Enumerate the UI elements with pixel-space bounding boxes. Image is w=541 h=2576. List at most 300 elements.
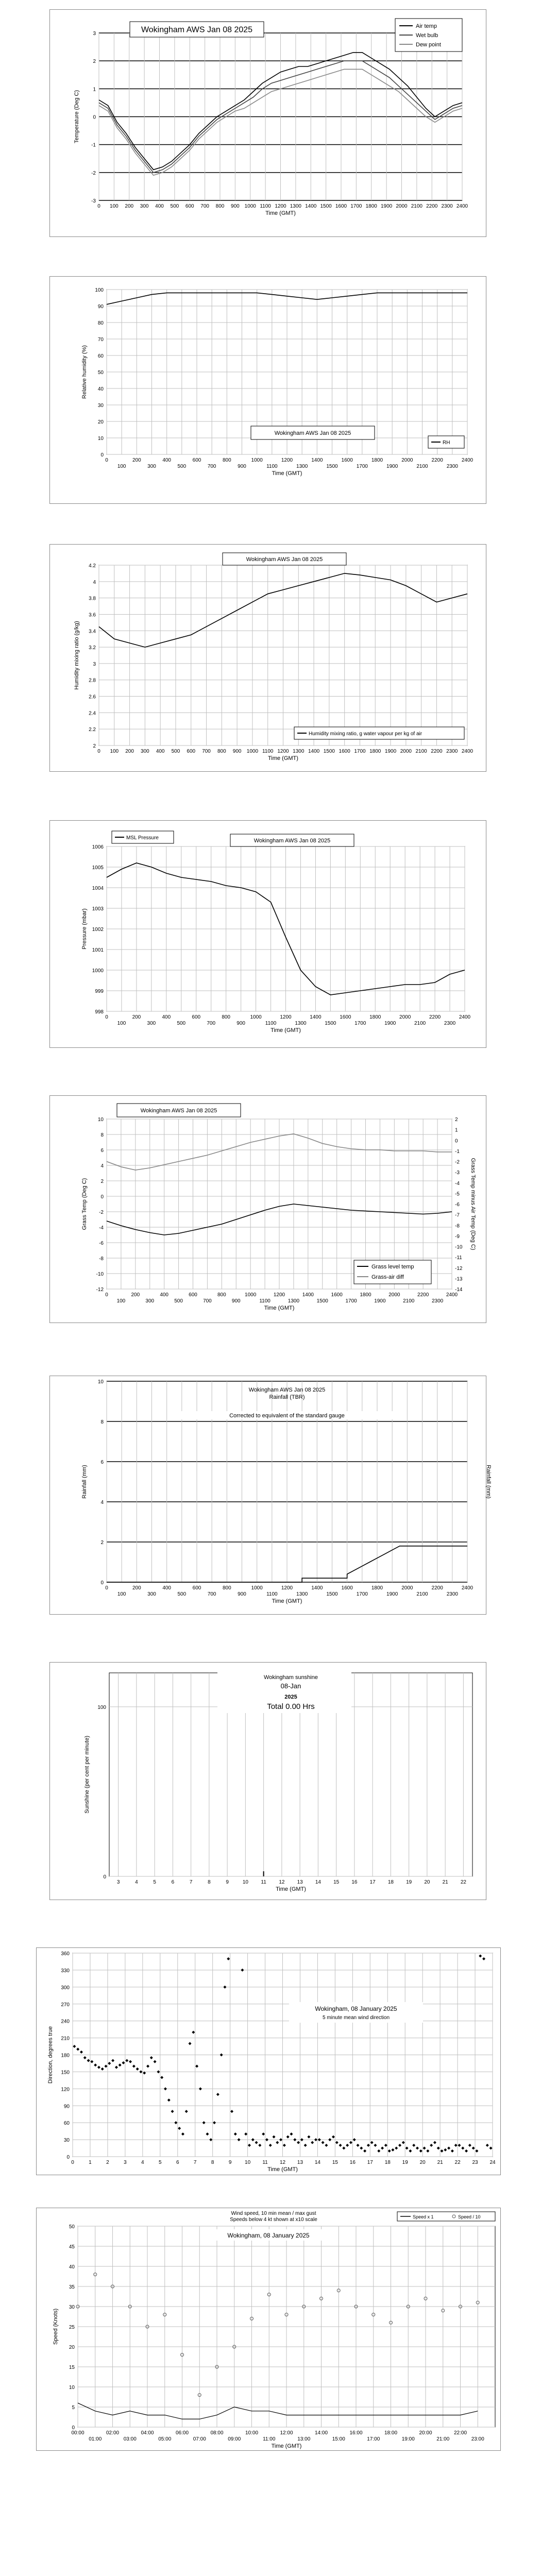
y-tick-label: 50 — [69, 2224, 75, 2230]
y-tick-label: 150 — [61, 2070, 70, 2076]
x-tick-label: 800 — [222, 1014, 231, 1020]
y-tick-label: 5 — [72, 2405, 75, 2411]
y-tick-label: 10 — [97, 1379, 104, 1385]
x-tick-label: 1000 — [251, 457, 263, 463]
x-tick-label: 2200 — [426, 204, 438, 209]
x-tick-label: 1800 — [371, 1585, 383, 1591]
x-tick-label: 18 — [384, 2160, 391, 2165]
chart-title: Wokingham AWS Jan 08 2025 — [274, 430, 351, 436]
x-tick-label: 18 — [387, 1879, 394, 1885]
y-tick-label: -3 — [91, 198, 96, 204]
y-tick-label: 3.6 — [89, 612, 96, 618]
y-tick-label: 1 — [93, 87, 96, 93]
y-tick-label: 2 — [100, 1179, 104, 1184]
x-axis-label: Time (GMT) — [276, 1886, 306, 1892]
x-tick-label: 100 — [117, 1021, 126, 1026]
x-tick-label: 800 — [215, 204, 225, 209]
x-tick-label: 22 — [460, 1879, 466, 1885]
x-tick-label: 1900 — [384, 749, 397, 754]
x-tick-label: 7 — [193, 2160, 197, 2165]
x-tick-label: 21 — [437, 2160, 443, 2165]
x-tick-label: 06:00 — [175, 2430, 189, 2436]
x-tick-label: 11 — [262, 2160, 268, 2165]
x-tick-label: 1200 — [280, 1014, 292, 1020]
y-tick-label: 1005 — [92, 865, 104, 871]
x-tick-label: 1300 — [288, 1298, 300, 1304]
legend-label: Speed x 1 — [413, 2214, 434, 2219]
x-tick-label: 18:00 — [384, 2430, 398, 2436]
y2-tick-label: 0 — [455, 1138, 458, 1144]
x-tick-label: 900 — [232, 749, 242, 754]
x-tick-label: 2100 — [414, 1021, 426, 1026]
y-tick-label: 30 — [69, 2304, 75, 2310]
x-tick-label: 20 — [424, 1879, 430, 1885]
x-tick-label: 19:00 — [401, 2436, 415, 2442]
y-tick-label: 2.4 — [89, 710, 96, 717]
y-tick-label: 3.8 — [89, 596, 96, 602]
y-tick-label: 2 — [93, 59, 96, 65]
x-tick-label: 02:00 — [106, 2430, 120, 2436]
x-tick-label: 13 — [297, 2160, 303, 2165]
pressure-chart — [49, 820, 486, 1048]
x-tick-label: 300 — [141, 749, 149, 754]
x-axis-label: Time (GMT) — [272, 470, 302, 477]
y2-tick-label: 2 — [455, 1117, 458, 1123]
x-tick-label: 1800 — [369, 749, 381, 754]
x-tick-label: 2000 — [401, 1585, 413, 1591]
x-tick-label: 200 — [125, 204, 134, 209]
y-tick-label: 20 — [97, 419, 104, 425]
x-tick-label: 900 — [236, 1021, 245, 1026]
y2-axis-label: Grass Temp minus Air Temp (Deg C) — [470, 1158, 476, 1250]
x-tick-label: 08:00 — [210, 2430, 224, 2436]
y-tick-label: 1002 — [92, 927, 104, 933]
x-tick-label: 24 — [489, 2160, 496, 2165]
x-tick-label: 1200 — [277, 749, 289, 754]
x-tick-label: 10:00 — [245, 2430, 259, 2436]
x-tick-label: 07:00 — [193, 2436, 206, 2442]
x-tick-label: 4 — [135, 1879, 138, 1885]
y-tick-label: 80 — [97, 320, 104, 326]
x-tick-label: 400 — [160, 1292, 169, 1298]
legend-label: Air temp — [416, 23, 437, 29]
x-tick-label: 3 — [116, 1879, 120, 1885]
y-tick-label: 0 — [100, 1580, 104, 1586]
x-tick-label: 1600 — [339, 749, 350, 754]
x-tick-label: 1000 — [244, 204, 256, 209]
x-tick-label: 0 — [71, 2160, 74, 2165]
x-tick-label: 2400 — [446, 1292, 458, 1298]
y-tick-label: 40 — [69, 2264, 75, 2270]
x-tick-label: 7 — [189, 1879, 193, 1885]
x-tick-label: 200 — [125, 749, 134, 754]
y2-tick-label: 1 — [455, 1127, 458, 1133]
y2-tick-label: -4 — [455, 1180, 460, 1187]
x-tick-label: 1000 — [246, 749, 259, 754]
temperature-chart-svg — [50, 10, 486, 236]
y-tick-label: 120 — [61, 2087, 70, 2093]
x-tick-label: 1200 — [273, 1292, 285, 1298]
y2-tick-label: -14 — [455, 1287, 463, 1293]
x-tick-label: 16 — [349, 2160, 356, 2165]
x-tick-label: 900 — [231, 204, 240, 209]
x-tick-label: 500 — [171, 749, 180, 754]
x-tick-label: 17 — [369, 1879, 376, 1885]
x-tick-label: 23:00 — [471, 2436, 484, 2442]
x-tick-label: 2000 — [396, 204, 408, 209]
x-tick-label: 300 — [147, 1021, 156, 1026]
x-tick-label: 2 — [106, 2160, 109, 2165]
y-tick-label: -4 — [99, 1225, 104, 1231]
chart-title: Wokingham sunshine — [264, 1674, 318, 1681]
y-tick-label: 0 — [100, 1194, 104, 1200]
x-tick-label: 800 — [217, 1292, 226, 1298]
y-axis-label: Sunshine (per cent per minute) — [84, 1735, 90, 1814]
x-tick-label: 700 — [207, 464, 216, 469]
x-tick-label: 1000 — [245, 1292, 257, 1298]
y-tick-label: 8 — [100, 1132, 104, 1138]
x-tick-label: 2400 — [461, 457, 474, 463]
y-tick-label: 90 — [97, 304, 104, 310]
x-tick-label: 2300 — [446, 1591, 458, 1597]
y-tick-label: 8 — [100, 1419, 104, 1425]
x-tick-label: 15:00 — [332, 2436, 345, 2442]
x-tick-label: 6 — [176, 2160, 179, 2165]
x-tick-label: 13 — [297, 1879, 303, 1885]
y-tick-label: 2.8 — [89, 677, 96, 684]
x-tick-label: 9 — [226, 1879, 229, 1885]
x-tick-label: 2100 — [416, 1591, 428, 1597]
y2-tick-label: -10 — [455, 1244, 463, 1250]
x-tick-label: 1600 — [331, 1292, 343, 1298]
x-tick-label: 900 — [238, 464, 246, 469]
x-tick-label: 700 — [207, 1021, 216, 1026]
y-tick-label: 40 — [97, 386, 104, 392]
y-tick-label: 2.2 — [89, 727, 96, 733]
x-tick-label: 400 — [162, 457, 172, 463]
y-tick-label: 35 — [69, 2284, 75, 2290]
y-tick-label: -2 — [99, 1210, 104, 1215]
x-axis-label: Time (GMT) — [267, 2166, 298, 2173]
x-tick-label: 19 — [406, 1879, 412, 1885]
x-tick-label: 1500 — [325, 1021, 336, 1026]
x-tick-label: 2100 — [411, 204, 422, 209]
x-tick-label: 6 — [171, 1879, 175, 1885]
x-tick-label: 600 — [192, 1585, 201, 1591]
x-tick-label: 5 — [153, 1879, 156, 1885]
x-tick-label: 400 — [162, 1585, 172, 1591]
x-tick-label: 1800 — [360, 1292, 371, 1298]
x-tick-label: 200 — [132, 1585, 141, 1591]
x-tick-label: 2000 — [400, 749, 412, 754]
x-tick-label: 300 — [145, 1298, 155, 1304]
x-tick-label: 1400 — [311, 457, 323, 463]
y2-tick-label: -11 — [455, 1255, 462, 1261]
y-tick-label: 100 — [95, 287, 104, 293]
x-tick-label: 1000 — [251, 1585, 263, 1591]
x-tick-label: 800 — [217, 749, 226, 754]
y-axis-label: Speed (Knots) — [53, 2308, 59, 2345]
chart-total: Total 0.00 Hrs — [267, 1702, 315, 1711]
y-tick-label: 25 — [69, 2325, 75, 2330]
x-axis-label: Time (GMT) — [270, 1027, 301, 1033]
x-tick-label: 1000 — [250, 1014, 262, 1020]
y-tick-label: 2 — [93, 743, 96, 749]
x-tick-label: 2400 — [461, 749, 474, 754]
y-tick-label: 30 — [97, 403, 104, 409]
chart-subtitle: 08-Jan — [280, 1682, 301, 1690]
x-tick-label: 1400 — [302, 1292, 314, 1298]
x-tick-label: 1500 — [326, 464, 338, 469]
pressure-chart-svg — [50, 821, 486, 1047]
x-tick-label: 1500 — [326, 1591, 338, 1597]
x-tick-label: 2100 — [416, 464, 428, 469]
x-tick-label: 100 — [117, 464, 126, 469]
y-tick-label: 270 — [61, 2002, 70, 2008]
x-tick-label: 1100 — [265, 1021, 277, 1026]
x-tick-label: 2200 — [431, 1585, 443, 1591]
x-tick-label: 500 — [174, 1298, 183, 1304]
chart-subtitle: Wind speed, 10 min mean / max gust — [231, 2211, 316, 2216]
x-tick-label: 1800 — [369, 1014, 381, 1020]
mixing-ratio-chart-svg — [50, 545, 486, 771]
x-tick-label: 2400 — [461, 1585, 474, 1591]
sunshine-chart — [49, 1662, 486, 1900]
x-tick-label: 1300 — [290, 204, 301, 209]
x-tick-label: 04:00 — [141, 2430, 154, 2436]
y-axis-label: Temperature (Deg C) — [74, 90, 80, 144]
x-tick-label: 900 — [231, 1298, 241, 1304]
legend-label: Grass-air diff — [371, 1274, 404, 1280]
y-tick-label: -6 — [99, 1241, 104, 1246]
y-tick-label: -10 — [96, 1272, 104, 1277]
x-tick-label: 4 — [141, 2160, 144, 2165]
bar — [263, 1871, 264, 1876]
y-tick-label: 2 — [100, 1540, 104, 1546]
legend-label: MSL Pressure — [126, 835, 159, 841]
x-tick-label: 500 — [177, 464, 187, 469]
y-tick-label: 20 — [69, 2345, 75, 2350]
x-tick-label: 8 — [208, 1879, 211, 1885]
x-axis-label: Time (GMT) — [264, 1305, 295, 1311]
x-tick-label: 700 — [207, 1591, 216, 1597]
x-tick-label: 16 — [351, 1879, 358, 1885]
x-tick-label: 300 — [147, 464, 156, 469]
x-tick-label: 1900 — [386, 464, 398, 469]
x-tick-label: 1100 — [260, 204, 271, 209]
y-tick-label: 15 — [69, 2365, 75, 2370]
x-tick-label: 900 — [238, 1591, 246, 1597]
x-tick-label: 700 — [203, 1298, 212, 1304]
y-tick-label: 0 — [66, 2155, 70, 2160]
x-tick-label: 2300 — [446, 464, 458, 469]
humidity-chart-svg — [50, 277, 486, 503]
x-tick-label: 09:00 — [228, 2436, 241, 2442]
y2-tick-label: -6 — [455, 1202, 460, 1208]
y-tick-label: 4 — [100, 1500, 104, 1505]
y-tick-label: 1006 — [92, 844, 104, 850]
x-tick-label: 600 — [185, 204, 194, 209]
x-tick-label: 19 — [402, 2160, 408, 2165]
chart-title: Wokingham AWS Jan 08 2025 — [248, 1387, 326, 1393]
x-tick-label: 22 — [454, 2160, 461, 2165]
x-tick-label: 9 — [228, 2160, 232, 2165]
wind-speed-chart-svg — [37, 2208, 500, 2450]
x-tick-label: 1400 — [311, 1585, 323, 1591]
x-tick-label: 00:00 — [71, 2430, 84, 2436]
x-tick-label: 1700 — [356, 1591, 368, 1597]
x-tick-label: 1400 — [305, 204, 317, 209]
y-tick-label: 3 — [93, 31, 96, 37]
legend-label: Dew point — [416, 42, 441, 48]
legend-label: RH — [443, 440, 450, 446]
y-tick-label: 30 — [63, 2138, 70, 2144]
x-tick-label: 1100 — [262, 749, 274, 754]
x-tick-label: 2300 — [431, 1298, 444, 1304]
x-tick-label: 1600 — [335, 204, 347, 209]
x-tick-label: 1200 — [281, 1585, 293, 1591]
y-tick-label: 1003 — [92, 906, 104, 912]
y-tick-label: 1004 — [92, 886, 104, 891]
chart-title: Wokingham AWS Jan 08 2025 — [253, 837, 331, 844]
chart-annotation: Corrected to equivalent of the standard gauge — [229, 1413, 345, 1419]
y-tick-label: 999 — [95, 989, 104, 994]
x-tick-label: 12 — [279, 2160, 286, 2165]
x-axis-label: Time (GMT) — [272, 1598, 302, 1604]
x-tick-label: 20:00 — [419, 2430, 432, 2436]
x-axis-label: Time (GMT) — [268, 755, 298, 761]
x-tick-label: 2300 — [446, 749, 458, 754]
x-tick-label: 1700 — [345, 1298, 357, 1304]
x-tick-label: 1300 — [295, 1021, 307, 1026]
x-tick-label: 1900 — [384, 1021, 396, 1026]
y2-tick-label: -5 — [455, 1191, 460, 1197]
x-tick-label: 1200 — [275, 204, 286, 209]
y-tick-label: 60 — [63, 2121, 70, 2127]
x-tick-label: 2400 — [459, 1014, 471, 1020]
x-tick-label: 0 — [105, 1292, 108, 1298]
y-tick-label: -8 — [99, 1256, 104, 1262]
y2-tick-label: -3 — [455, 1170, 460, 1176]
y-tick-label: 3 — [93, 661, 96, 667]
x-tick-label: 800 — [222, 1585, 231, 1591]
x-tick-label: 2000 — [388, 1292, 400, 1298]
x-tick-label: 23 — [472, 2160, 478, 2165]
x-tick-label: 1600 — [341, 1585, 353, 1591]
y-tick-label: 10 — [97, 1117, 104, 1123]
humidity-chart — [49, 276, 486, 504]
chart-title: Wokingham, 08 January 2025 — [227, 2232, 310, 2239]
y-tick-label: 1001 — [92, 947, 104, 953]
x-tick-label: 100 — [110, 749, 119, 754]
x-tick-label: 20 — [419, 2160, 426, 2165]
x-tick-label: 10 — [245, 2160, 251, 2165]
y-tick-label: 90 — [63, 2104, 70, 2110]
rainfall-chart-svg — [50, 1376, 492, 1614]
x-tick-label: 600 — [187, 749, 196, 754]
x-tick-label: 200 — [131, 1292, 140, 1298]
x-tick-label: 2200 — [431, 457, 443, 463]
x-tick-label: 1600 — [341, 457, 353, 463]
y-tick-label: 0 — [100, 452, 104, 458]
x-tick-label: 8 — [211, 2160, 214, 2165]
x-tick-label: 1300 — [293, 749, 305, 754]
y-tick-label: 70 — [97, 337, 104, 343]
x-tick-label: 1600 — [340, 1014, 351, 1020]
y-tick-label: 0 — [93, 114, 96, 121]
y-tick-label: 6 — [100, 1460, 104, 1465]
x-tick-label: 700 — [202, 749, 211, 754]
y2-tick-label: -9 — [455, 1233, 460, 1240]
x-tick-label: 0 — [105, 1585, 108, 1591]
mixing-ratio-chart — [49, 544, 486, 772]
x-tick-label: 400 — [162, 1014, 171, 1020]
x-tick-label: 300 — [140, 204, 149, 209]
rainfall-chart — [49, 1376, 492, 1615]
x-tick-label: 1 — [89, 2160, 92, 2165]
x-tick-label: 700 — [200, 204, 209, 209]
x-tick-label: 15 — [333, 1879, 340, 1885]
x-tick-label: 600 — [192, 1014, 201, 1020]
y-axis-label: Direction, degrees true — [47, 2026, 54, 2084]
y2-axis-label: Rainfall (mm) — [485, 1465, 492, 1499]
x-tick-label: 21:00 — [436, 2436, 450, 2442]
y-axis-label: Relative humidity (%) — [81, 345, 88, 399]
legend-label: Grass level temp — [371, 1264, 414, 1270]
x-tick-label: 14:00 — [314, 2430, 328, 2436]
y2-tick-label: -8 — [455, 1223, 460, 1229]
x-tick-label: 100 — [116, 1298, 126, 1304]
x-tick-label: 100 — [117, 1591, 126, 1597]
x-tick-label: 1900 — [386, 1591, 398, 1597]
x-axis-label: Time (GMT) — [265, 210, 296, 216]
x-tick-label: 1900 — [381, 204, 393, 209]
x-tick-label: 600 — [192, 457, 201, 463]
y2-tick-label: -13 — [455, 1276, 463, 1282]
x-tick-label: 300 — [147, 1591, 156, 1597]
x-tick-label: 1700 — [356, 464, 368, 469]
x-tick-label: 400 — [155, 204, 164, 209]
x-tick-label: 2100 — [415, 749, 427, 754]
y-tick-label: 100 — [97, 1704, 106, 1710]
x-tick-label: 2200 — [431, 749, 443, 754]
y-tick-label: 45 — [69, 2244, 75, 2250]
x-tick-label: 14 — [314, 2160, 320, 2165]
x-tick-label: 1200 — [281, 457, 293, 463]
x-tick-label: 13:00 — [297, 2436, 311, 2442]
x-tick-label: 1500 — [323, 749, 335, 754]
x-tick-label: 2100 — [403, 1298, 415, 1304]
y-tick-label: 50 — [97, 370, 104, 376]
x-tick-label: 03:00 — [123, 2436, 137, 2442]
x-tick-label: 10 — [242, 1879, 248, 1885]
x-tick-label: 2200 — [417, 1292, 429, 1298]
x-tick-label: 2400 — [456, 204, 468, 209]
y-axis-label: Grass Temp (Deg C) — [81, 1178, 88, 1230]
x-tick-label: 500 — [177, 1021, 186, 1026]
y-tick-label: 2.6 — [89, 694, 96, 700]
wind-direction-chart — [36, 1947, 501, 2175]
x-tick-label: 12:00 — [280, 2430, 293, 2436]
y-tick-label: 180 — [61, 2053, 70, 2059]
y2-tick-label: -2 — [455, 1159, 460, 1165]
chart-subtitle: Rainfall (TBR) — [269, 1394, 305, 1400]
x-tick-label: 1700 — [354, 749, 366, 754]
y2-tick-label: -12 — [455, 1265, 463, 1272]
chart-note: Speeds below 4 kt shown at x10 scale — [230, 2217, 317, 2223]
y-tick-label: 1000 — [92, 968, 104, 974]
chart-title: Wokingham AWS Jan 08 2025 — [140, 1107, 217, 1114]
